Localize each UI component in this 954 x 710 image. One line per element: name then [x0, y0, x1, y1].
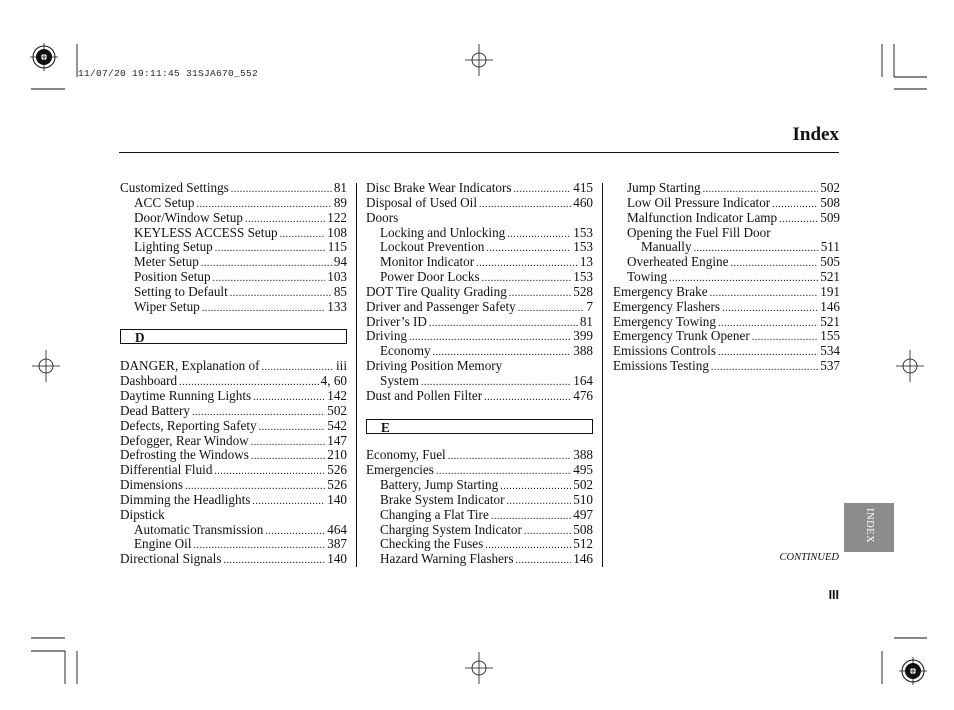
index-entry[interactable]: [366, 374, 593, 389]
index-entry[interactable]: [613, 285, 840, 300]
index-entry-label: Lighting Setup: [134, 239, 213, 255]
index-entry-label: Economy, Fuel: [366, 447, 446, 463]
index-column-3: [613, 181, 840, 374]
index-entry[interactable]: [613, 344, 840, 359]
index-entry-label: Meter Setup: [134, 254, 199, 270]
index-entry[interactable]: [366, 255, 593, 270]
index-entry-label: Dead Battery: [120, 402, 190, 418]
index-entry-page: 164: [573, 372, 593, 388]
index-entry-page: 526: [327, 462, 347, 478]
index-entry-label: Dipstick: [120, 506, 165, 522]
index-entry[interactable]: [120, 226, 347, 241]
index-entry-page: 85: [333, 283, 347, 299]
index-entry-label: Brake System Indicator: [380, 491, 505, 507]
index-entry-label: Emergency Towing: [613, 313, 716, 329]
index-entry-label: Manually: [641, 239, 692, 255]
index-entry-label: Doors: [366, 209, 399, 225]
spacer: [366, 434, 593, 449]
index-entry-label: Hazard Warning Flashers: [380, 551, 514, 567]
index-entry[interactable]: [120, 196, 347, 211]
index-entry[interactable]: [366, 344, 593, 359]
registration-starburst-bottom-right: [899, 657, 927, 685]
index-entry[interactable]: [120, 181, 347, 196]
index-entry-label: DOT Tire Quality Grading: [366, 283, 507, 299]
crosshair-top-center: [465, 44, 493, 76]
index-entry[interactable]: [613, 226, 840, 241]
index-entry-page: iii: [336, 358, 347, 374]
index-entry[interactable]: [120, 552, 347, 567]
crosshair-left-middle: [32, 350, 60, 382]
index-entry-page: 7: [586, 298, 593, 314]
section-header-d: D: [120, 329, 347, 344]
index-entry-label: Driver and Passenger Safety: [366, 298, 516, 314]
column-divider-1: [356, 183, 357, 567]
index-entry-page: 460: [573, 194, 593, 210]
index-entry-page: 133: [327, 298, 347, 314]
index-entry[interactable]: [366, 537, 593, 552]
index-entry-page: 140: [327, 491, 347, 507]
index-entry-label: Economy: [380, 343, 431, 359]
index-entry-label: Directional Signals: [120, 551, 222, 567]
index-entry-page: 146: [573, 551, 593, 567]
continued-label: CONTINUED: [779, 552, 839, 563]
index-entry-label: DANGER, Explanation of: [120, 358, 260, 374]
index-entry-page: 89: [333, 194, 347, 210]
index-entry-label: ACC Setup: [134, 194, 195, 210]
leader-dots: [484, 389, 571, 406]
index-entry[interactable]: [366, 463, 593, 478]
index-entry-page: 388: [573, 343, 593, 359]
spacer: [120, 315, 347, 330]
index-entry-label: Lockout Prevention: [380, 239, 485, 255]
index-entry[interactable]: [366, 196, 593, 211]
index-entry-page: 495: [573, 462, 593, 478]
index-entry[interactable]: [366, 359, 593, 374]
index-entry-label: Daytime Running Lights: [120, 387, 252, 403]
index-entry-page: 103: [327, 269, 347, 285]
index-entry-page: 81: [333, 180, 347, 195]
index-entry-page: 191: [820, 283, 840, 299]
index-entry-page: 140: [327, 551, 347, 567]
index-entry[interactable]: [366, 181, 593, 196]
index-entry-label: Emergency Trunk Opener: [613, 328, 750, 344]
crop-marks-bottom-left: [31, 638, 77, 684]
index-entry[interactable]: [613, 211, 840, 226]
index-entry[interactable]: [120, 300, 347, 315]
leader-dots: [779, 211, 818, 228]
index-entry-label: Low Oil Pressure Indicator: [627, 194, 771, 210]
index-entry-page: 153: [573, 269, 593, 285]
index-entry[interactable]: [613, 255, 840, 270]
registration-starburst-top-left: [30, 43, 58, 71]
index-entry-page: 464: [327, 521, 347, 537]
index-entry-page: 153: [573, 239, 593, 255]
index-entry-page: 534: [820, 343, 840, 359]
index-entry[interactable]: [613, 181, 840, 196]
title-rule: [119, 152, 839, 153]
index-entry[interactable]: [366, 240, 593, 255]
index-entry[interactable]: [366, 448, 593, 463]
index-entry-page: 155: [820, 328, 840, 344]
index-entry[interactable]: [613, 315, 840, 330]
index-entry[interactable]: [120, 508, 347, 523]
index-entry-label: Towing: [627, 269, 668, 285]
index-entry[interactable]: [120, 285, 347, 300]
leader-dots: [223, 552, 325, 569]
index-entry-label: Locking and Unlocking: [380, 224, 506, 240]
index-entry[interactable]: [613, 329, 840, 344]
index-entry-page: 13: [579, 254, 593, 270]
index-entry[interactable]: [120, 434, 347, 449]
index-entry[interactable]: [366, 389, 593, 404]
index-entry-page: 509: [820, 209, 840, 225]
index-entry-page: 497: [573, 506, 593, 522]
column-divider-2: [602, 183, 603, 567]
index-entry-label: Dimming the Headlights: [120, 491, 251, 507]
index-entry[interactable]: [120, 419, 347, 434]
index-entry-page: 508: [820, 194, 840, 210]
index-entry[interactable]: [613, 270, 840, 285]
crosshair-bottom-center: [465, 652, 493, 684]
index-entry-page: 146: [820, 298, 840, 314]
leader-dots: [515, 552, 571, 569]
crosshair-right-middle: [896, 350, 924, 382]
index-tab-label: INDEX: [864, 508, 875, 544]
index-entry[interactable]: [120, 463, 347, 478]
index-thumb-tab[interactable]: [844, 503, 894, 552]
index-entry[interactable]: [120, 389, 347, 404]
index-entry[interactable]: [366, 226, 593, 241]
index-entry-label: Dashboard: [120, 373, 178, 389]
index-entry-label: Checking the Fuses: [380, 536, 484, 552]
index-entry-page: 4, 60: [320, 373, 347, 389]
index-entry-page: 476: [573, 387, 593, 403]
index-entry-label: Monitor Indicator: [380, 254, 475, 270]
index-column-1: [120, 181, 347, 567]
index-entry-label: Emergency Flashers: [613, 298, 721, 314]
index-entry[interactable]: [613, 359, 840, 374]
index-entry-label: Dimensions: [120, 477, 184, 493]
index-entry-page: 142: [327, 387, 347, 403]
index-entry-label: Malfunction Indicator Lamp: [627, 209, 778, 225]
index-entry[interactable]: [120, 537, 347, 552]
index-entry-label: Battery, Jump Starting: [380, 477, 499, 493]
leader-dots: [479, 196, 571, 213]
index-entry-page: 81: [579, 313, 593, 329]
index-entry-page: 388: [573, 447, 593, 463]
index-entry-page: 115: [327, 239, 347, 255]
index-entry[interactable]: [366, 270, 593, 285]
index-entry-label: Jump Starting: [627, 180, 701, 195]
index-entry-label: Disc Brake Wear Indicators: [366, 180, 512, 195]
index-entry-label: Emergencies: [366, 462, 434, 478]
index-entry-label: Setting to Default: [134, 283, 228, 299]
index-entry-page: 505: [820, 254, 840, 270]
index-entry[interactable]: [366, 478, 593, 493]
index-entry-label: Emergency Brake: [613, 283, 708, 299]
index-entry[interactable]: [366, 211, 593, 226]
index-entry-label: Defrosting the Windows: [120, 447, 249, 463]
index-entry-page: 511: [820, 239, 840, 255]
index-entry-label: Customized Settings: [120, 180, 229, 195]
crop-marks-bottom-right: [882, 638, 927, 684]
index-entry-label: Driver’s ID: [366, 313, 427, 329]
index-entry-label: Driving: [366, 328, 408, 344]
index-entry-label: System: [380, 372, 419, 388]
index-entry-page: 510: [573, 491, 593, 507]
index-entry-page: 528: [573, 283, 593, 299]
index-entry-page: 521: [820, 313, 840, 329]
index-entry-page: 387: [327, 536, 347, 552]
index-entry-label: Overheated Engine: [627, 254, 729, 270]
index-entry[interactable]: [120, 255, 347, 270]
index-entry-label: Position Setup: [134, 269, 211, 285]
index-entry[interactable]: [366, 493, 593, 508]
index-entry-page: 94: [333, 254, 347, 270]
index-entry[interactable]: [120, 478, 347, 493]
index-entry[interactable]: [366, 315, 593, 330]
index-entry-page: 542: [327, 417, 347, 433]
index-entry[interactable]: [120, 211, 347, 226]
leader-dots: [711, 359, 818, 376]
index-entry[interactable]: [366, 523, 593, 538]
index-entry-page: 147: [327, 432, 347, 448]
index-entry-label: Emissions Testing: [613, 358, 709, 374]
index-entry-page: 537: [820, 358, 840, 374]
index-entry-label: Charging System Indicator: [380, 521, 522, 537]
index-entry[interactable]: [120, 359, 347, 374]
section-header-e: E: [366, 419, 593, 434]
index-entry[interactable]: [120, 448, 347, 463]
page-title: Index: [792, 124, 839, 145]
index-entry-page: 526: [327, 477, 347, 493]
index-entry[interactable]: [120, 493, 347, 508]
index-entry[interactable]: [120, 270, 347, 285]
index-entry[interactable]: [120, 240, 347, 255]
index-entry-page: 399: [573, 328, 593, 344]
index-entry-page: 508: [573, 521, 593, 537]
index-entry[interactable]: [366, 552, 593, 567]
index-entry[interactable]: [613, 196, 840, 211]
index-entry-label: Changing a Flat Tire: [380, 506, 489, 522]
index-entry-page: 502: [327, 402, 347, 418]
index-entry-page: 512: [573, 536, 593, 552]
index-entry[interactable]: [366, 329, 593, 344]
index-entry-page: 210: [327, 447, 347, 463]
page-number: III: [828, 588, 839, 602]
index-entry-page: 521: [820, 269, 840, 285]
index-entry-label: Opening the Fuel Fill Door: [627, 224, 771, 240]
index-entry-label: Defogger, Rear Window: [120, 432, 249, 448]
index-entry-label: Defects, Reporting Safety: [120, 417, 257, 433]
index-entry-label: Driving Position Memory: [366, 358, 503, 374]
index-entry[interactable]: [613, 240, 840, 255]
index-entry[interactable]: [120, 404, 347, 419]
index-entry-label: Power Door Locks: [380, 269, 480, 285]
index-entry-label: Engine Oil: [134, 536, 192, 552]
index-entry-page: 415: [573, 180, 593, 195]
index-entry-label: Dust and Pollen Filter: [366, 387, 483, 403]
index-entry-label: Automatic Transmission: [134, 521, 264, 537]
spacer: [120, 344, 347, 359]
index-entry[interactable]: [613, 300, 840, 315]
index-entry[interactable]: [366, 300, 593, 315]
index-entry-label: KEYLESS ACCESS Setup: [134, 224, 278, 240]
index-entry-label: Door/Window Setup: [134, 209, 243, 225]
print-stamp: 11/07/20 19:11:45 31SJA670_552: [78, 68, 259, 79]
spacer: [366, 404, 593, 419]
index-entry-page: 502: [573, 477, 593, 493]
index-entry[interactable]: [120, 523, 347, 538]
index-entry[interactable]: [120, 374, 347, 389]
index-entry-label: Differential Fluid: [120, 462, 213, 478]
index-entry[interactable]: [366, 508, 593, 523]
index-column-2: [366, 181, 593, 567]
index-entry-page: 153: [573, 224, 593, 240]
index-entry-label: Disposal of Used Oil: [366, 194, 477, 210]
index-entry-page: 108: [327, 224, 347, 240]
index-entry-page: 502: [820, 180, 840, 195]
index-entry[interactable]: [366, 285, 593, 300]
index-entry-label: Emissions Controls: [613, 343, 716, 359]
index-entry-label: Wiper Setup: [134, 298, 200, 314]
index-entry-page: 122: [327, 209, 347, 225]
crop-marks-top-right: [882, 44, 927, 89]
leader-dots: [202, 300, 325, 317]
leader-dots: [252, 493, 325, 510]
